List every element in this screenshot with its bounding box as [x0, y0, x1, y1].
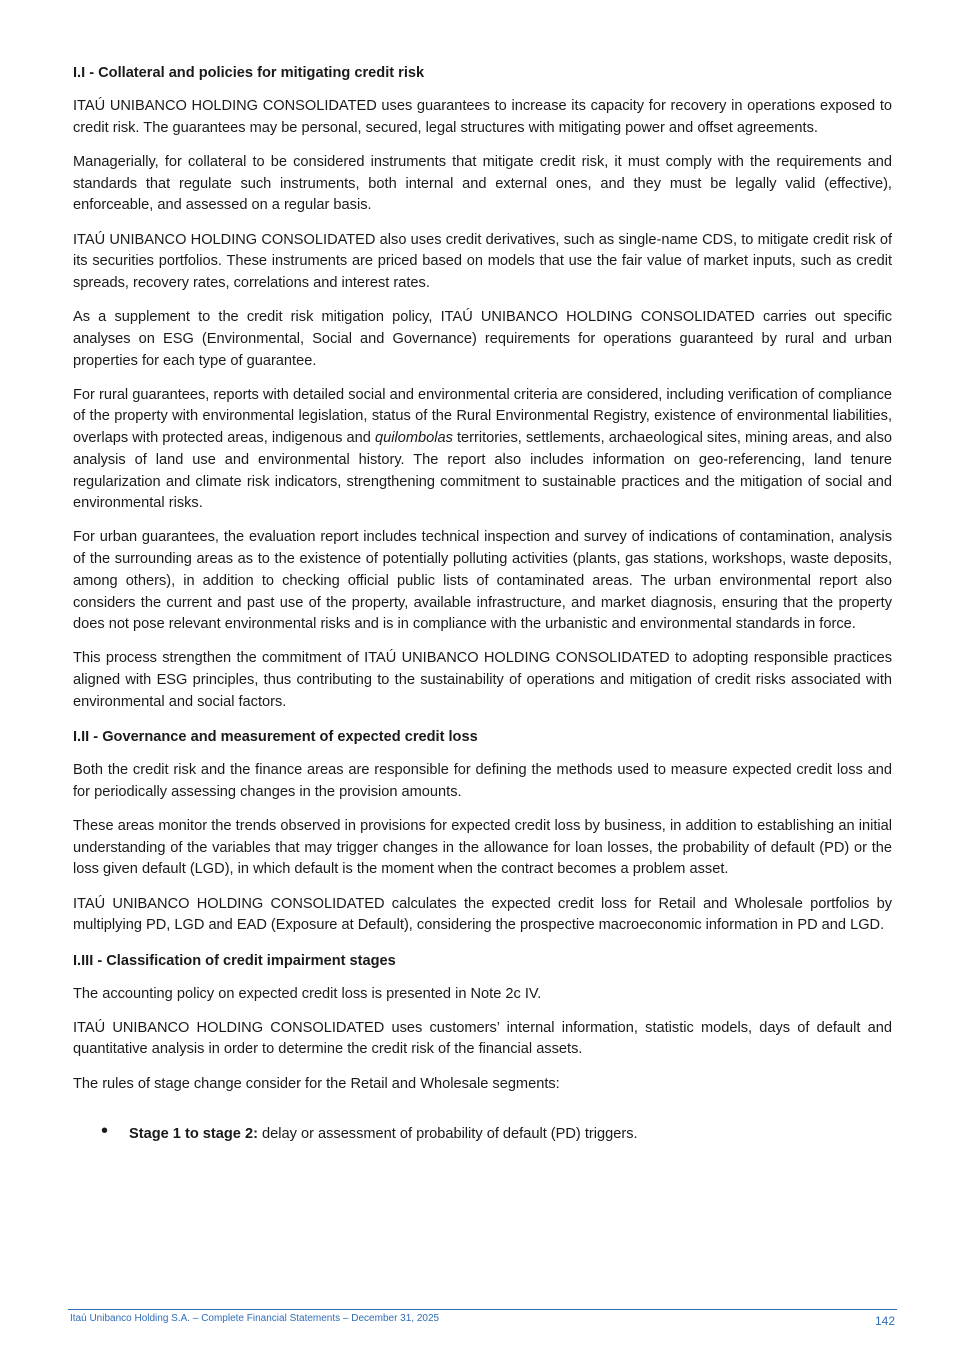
bullet-icon: •: [101, 1120, 109, 1143]
paragraph: ITAÚ UNIBANCO HOLDING CONSOLIDATED uses customers’ internal information, statistic models, days of default and quantitative analysis in order to determine the credit risk of the financial assets.: [73, 1019, 892, 1058]
paragraph: Both the credit risk and the finance areas are responsible for defining the methods used to measure expected credit loss and for periodically assessing changes in the provision amounts.: [73, 762, 892, 800]
bullet-label: Stage 1 to stage 2:: [129, 1126, 258, 1143]
paragraph: ITAÚ UNIBANCO HOLDING CONSOLIDATED calculates the expected credit loss for Retail and Wholesale portfolios by multiplying PD, LGD and EAD (Exposure at Default), considering the prospective macroeconomic information in PD and LGD.: [73, 895, 892, 934]
section-heading-governance: I.II - Governance and measurement of expected credit loss: [73, 729, 478, 746]
paragraph: The rules of stage change consider for the Retail and Wholesale segments:: [73, 1075, 560, 1092]
footer-divider: [68, 1309, 897, 1310]
paragraph-text: territories, settlements, archaeological sites, mining areas, and also analysis of land use and environmental history. The report also includes information on geo-referencing, land tenure regularization and climate risk indicators, strengthening commitment to sustainable practices and the mitigation of social and environmental risks.: [73, 430, 892, 512]
paragraph: As a supplement to the credit risk mitigation policy, ITAÚ UNIBANCO HOLDING CONSOLIDATED carries out specific analyses on ESG (Environmental, Social and Governance) requirements for operations guaranteed by rural and urban properties for each type of guarantee.: [73, 309, 892, 369]
paragraph: The accounting policy on expected credit loss is presented in Note 2c IV.: [73, 985, 542, 1002]
paragraph: ITAÚ UNIBANCO HOLDING CONSOLIDATED also uses credit derivatives, such as single-name CDS, to mitigate credit risk of its securities portfolios. These instruments are priced based on models that use the fair value of market inputs, such as credit spreads, recovery rates, correlations and interest rates.: [73, 231, 892, 291]
bullet-text: delay or assessment of probability of default (PD) triggers.: [257, 1126, 638, 1143]
paragraph: Managerially, for collateral to be considered instruments that mitigate credit risk, it must comply with the requirements and standards that regulate such instruments, both internal and external ones, and they must be legally valid (effective), enforceable, and assessed on a regular basis.: [73, 153, 892, 214]
footer-text: Itaú Unibanco Holding S.A. – Complete Financial Statements – December 31, 2025: [70, 1313, 440, 1324]
paragraph: This process strengthen the commitment of ITAÚ UNIBANCO HOLDING CONSOLIDATED to adopting responsible practices aligned with ESG principles, thus contributing to the sustainability of operations and mitigation of credit risks associated with environmental and social factors.: [73, 650, 892, 710]
paragraph: For urban guarantees, the evaluation report includes technical inspection and survey of indications of contamination, analysis of the surrounding areas as to the existence of potentially polluting activities (plants, gas stations, workshops, waste deposits, among others), in addition to checking official public lists of contaminated areas. The urban environmental report also considers the current and past use of the property, available infrastructure, and market diagnosis, ensuring that the property does not pose relevant environmental risks and is in compliance with the urbanistic and environmental standards in force.: [73, 529, 892, 633]
document-body: [73, 62, 892, 1145]
paragraph: ITAÚ UNIBANCO HOLDING CONSOLIDATED uses guarantees to increase its capacity for recovery in operations exposed to credit risk. The guarantees may be personal, secured, legal structures with mitigating power and offset agreements.: [73, 98, 892, 136]
stage-rules-list: [73, 1120, 892, 1145]
paragraph-rural-guarantees: [73, 385, 892, 515]
page-number: 142: [874, 1314, 895, 1328]
paragraph: These areas monitor the trends observed in provisions for expected credit loss by business, in addition to establishing an initial understanding of the variables that may trigger changes in the allowance for loan losses, the probability of default (PD) or the loss given default (LGD), in which default is the moment when the contract becomes a problem asset.: [73, 817, 892, 878]
italic-term: quilombolas: [375, 430, 453, 447]
section-heading-classification: I.III - Classification of credit impairment stages: [73, 952, 396, 969]
section-heading-collateral: I.I - Collateral and policies for mitigating credit risk: [73, 65, 425, 81]
paragraph-text: For rural guarantees, reports with detailed social and environmental criteria are considered, including verification of compliance of the property with environmental legislation, status of the Rural Environmental Registry, existence of environmental liabilities, overlaps with protected areas, indigenous and: [73, 386, 892, 447]
list-item: [73, 1120, 892, 1145]
